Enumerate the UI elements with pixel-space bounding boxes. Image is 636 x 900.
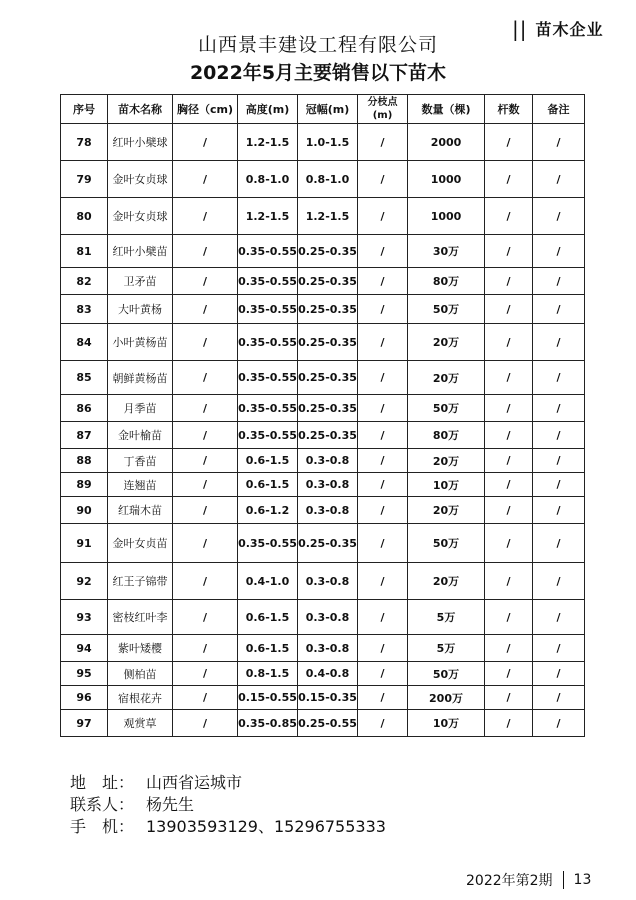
column-header: 冠幅(m) [298,95,358,124]
cell-crown: 0.25-0.35 [298,361,358,395]
cell-crown: 0.25-0.35 [298,422,358,449]
cell-id: 90 [61,497,108,524]
cell-branch: / [358,635,408,662]
cell-dbh: / [173,524,238,563]
cell-branch: / [358,361,408,395]
cell-id: 79 [61,161,108,198]
cell-name: 金叶女贞苗 [108,524,173,563]
cell-stems: / [485,161,533,198]
cell-note: / [533,635,585,662]
table-row [61,473,585,497]
cell-id: 88 [61,449,108,473]
cell-crown: 0.15-0.35 [298,686,358,710]
cell-stems: / [485,449,533,473]
cell-stems: / [485,324,533,361]
cell-name: 密枝红叶李 [108,600,173,635]
cell-id: 89 [61,473,108,497]
cell-id: 93 [61,600,108,635]
cell-dbh: / [173,662,238,686]
cell-stems: / [485,635,533,662]
column-header: 序号 [61,95,108,124]
cell-crown: 0.3-0.8 [298,563,358,600]
cell-name: 红叶小檗苗 [108,235,173,268]
cell-branch: / [358,600,408,635]
cell-note: / [533,497,585,524]
badge-bars: || [512,16,528,41]
phone-row [70,816,386,838]
cell-quantity: 50万 [408,524,485,563]
cell-height: 1.2-1.5 [238,198,298,235]
issue-label: 2022年第2期 [466,873,553,889]
cell-stems: / [485,600,533,635]
cell-name: 大叶黄杨 [108,295,173,324]
cell-quantity: 10万 [408,473,485,497]
cell-id: 81 [61,235,108,268]
cell-height: 0.35-0.55 [238,361,298,395]
cell-dbh: / [173,161,238,198]
cell-stems: / [485,710,533,737]
cell-height: 0.6-1.5 [238,449,298,473]
cell-name: 金叶女贞球 [108,198,173,235]
cell-note: / [533,395,585,422]
column-header: 杆数 [485,95,533,124]
cell-dbh: / [173,563,238,600]
cell-branch: / [358,473,408,497]
table-row [61,161,585,198]
cell-name: 宿根花卉 [108,686,173,710]
cell-height: 0.15-0.55 [238,686,298,710]
cell-height: 0.8-1.5 [238,662,298,686]
cell-quantity: 30万 [408,235,485,268]
cell-height: 1.2-1.5 [238,124,298,161]
cell-quantity: 50万 [408,662,485,686]
table-row [61,268,585,295]
contact-person-value: 杨先生 [146,795,195,814]
cell-dbh: / [173,268,238,295]
column-header: 胸径（cm) [173,95,238,124]
cell-dbh: / [173,473,238,497]
cell-branch: / [358,686,408,710]
cell-quantity: 80万 [408,422,485,449]
cell-id: 96 [61,686,108,710]
cell-branch: / [358,422,408,449]
cell-id: 86 [61,395,108,422]
cell-stems: / [485,124,533,161]
cell-id: 97 [61,710,108,737]
cell-quantity: 200万 [408,686,485,710]
cell-crown: 1.0-1.5 [298,124,358,161]
cell-crown: 0.4-0.8 [298,662,358,686]
cell-name: 丁香苗 [108,449,173,473]
cell-quantity: 20万 [408,563,485,600]
cell-stems: / [485,662,533,686]
cell-crown: 0.8-1.0 [298,161,358,198]
cell-id: 82 [61,268,108,295]
footer-divider [563,871,564,889]
cell-dbh: / [173,449,238,473]
cell-crown: 0.25-0.35 [298,235,358,268]
cell-name: 金叶榆苗 [108,422,173,449]
cell-height: 0.6-1.2 [238,497,298,524]
table-row [61,124,585,161]
table-row [61,563,585,600]
table-row [61,497,585,524]
cell-crown: 0.25-0.35 [298,295,358,324]
address-value: 山西省运城市 [146,773,243,792]
cell-crown: 0.25-0.35 [298,324,358,361]
phone-value: 13903593129、15296755333 [146,817,386,836]
cell-height: 0.6-1.5 [238,473,298,497]
cell-stems: / [485,473,533,497]
cell-branch: / [358,161,408,198]
address-row [70,772,386,794]
cell-name: 小叶黄杨苗 [108,324,173,361]
cell-crown: 1.2-1.5 [298,198,358,235]
cell-height: 0.35-0.55 [238,268,298,295]
cell-dbh: / [173,235,238,268]
cell-stems: / [485,198,533,235]
cell-quantity: 1000 [408,198,485,235]
cell-stems: / [485,235,533,268]
cell-id: 87 [61,422,108,449]
cell-stems: / [485,524,533,563]
cell-note: / [533,449,585,473]
table-header-row [61,95,585,124]
table-row [61,324,585,361]
cell-height: 0.35-0.55 [238,422,298,449]
cell-quantity: 50万 [408,395,485,422]
cell-height: 0.35-0.55 [238,524,298,563]
cell-dbh: / [173,295,238,324]
cell-height: 0.35-0.85 [238,710,298,737]
cell-quantity: 20万 [408,361,485,395]
page-number: 13 [573,872,592,888]
cell-note: / [533,473,585,497]
table-row [61,422,585,449]
cell-id: 80 [61,198,108,235]
cell-note: / [533,422,585,449]
page-footer [466,870,591,890]
contact-person-row [70,794,386,816]
cell-id: 92 [61,563,108,600]
cell-note: / [533,268,585,295]
cell-dbh: / [173,422,238,449]
cell-id: 85 [61,361,108,395]
cell-dbh: / [173,361,238,395]
badge-label: 苗木企业 [535,20,604,39]
cell-quantity: 1000 [408,161,485,198]
cell-height: 0.35-0.55 [238,324,298,361]
cell-quantity: 20万 [408,497,485,524]
cell-branch: / [358,497,408,524]
cell-note: / [533,161,585,198]
cell-quantity: 20万 [408,324,485,361]
cell-height: 0.4-1.0 [238,563,298,600]
cell-crown: 0.25-0.35 [298,395,358,422]
cell-name: 红叶小檗球 [108,124,173,161]
contact-block [70,772,386,838]
cell-quantity: 20万 [408,449,485,473]
document-subtitle: 2022年5月主要销售以下苗木 [189,62,447,84]
cell-note: / [533,600,585,635]
phone-label: 手 机： [70,817,135,836]
cell-name: 金叶女贞球 [108,161,173,198]
cell-note: / [533,295,585,324]
cell-note: / [533,710,585,737]
cell-crown: 0.3-0.8 [298,600,358,635]
cell-dbh: / [173,710,238,737]
cell-branch: / [358,563,408,600]
cell-note: / [533,662,585,686]
cell-height: 0.35-0.55 [238,395,298,422]
cell-quantity: 5万 [408,635,485,662]
cell-stems: / [485,422,533,449]
cell-quantity: 50万 [408,295,485,324]
cell-crown: 0.3-0.8 [298,635,358,662]
cell-name: 朝鲜黄杨苗 [108,361,173,395]
cell-height: 0.35-0.55 [238,295,298,324]
cell-name: 卫矛苗 [108,268,173,295]
cell-crown: 0.3-0.8 [298,497,358,524]
contact-person-label: 联系人： [70,795,135,814]
cell-crown: 0.3-0.8 [298,449,358,473]
cell-name: 侧柏苗 [108,662,173,686]
cell-branch: / [358,662,408,686]
cell-note: / [533,198,585,235]
cell-id: 95 [61,662,108,686]
cell-stems: / [485,395,533,422]
cell-stems: / [485,268,533,295]
cell-stems: / [485,686,533,710]
table-row [61,686,585,710]
table-row [61,635,585,662]
cell-crown: 0.3-0.8 [298,473,358,497]
column-header: 备注 [533,95,585,124]
cell-branch: / [358,395,408,422]
cell-note: / [533,324,585,361]
cell-name: 连翘苗 [108,473,173,497]
table-row [61,395,585,422]
cell-note: / [533,524,585,563]
cell-name: 观赏草 [108,710,173,737]
cell-dbh: / [173,686,238,710]
cell-crown: 0.25-0.35 [298,524,358,563]
column-header: 苗木名称 [108,95,173,124]
cell-dbh: / [173,497,238,524]
cell-branch: / [358,268,408,295]
cell-stems: / [485,563,533,600]
table-row [61,198,585,235]
table-row [61,710,585,737]
cell-quantity: 2000 [408,124,485,161]
cell-stems: / [485,295,533,324]
company-title: 山西景丰建设工程有限公司 [197,34,438,56]
cell-crown: 0.25-0.35 [298,268,358,295]
cell-id: 91 [61,524,108,563]
cell-dbh: / [173,198,238,235]
cell-id: 78 [61,124,108,161]
cell-name: 红王子锦带 [108,563,173,600]
cell-height: 0.6-1.5 [238,600,298,635]
cell-branch: / [358,124,408,161]
table-row [61,662,585,686]
cell-branch: / [358,524,408,563]
table-row [61,295,585,324]
cell-branch: / [358,235,408,268]
cell-note: / [533,686,585,710]
cell-name: 红瑞木苗 [108,497,173,524]
address-label: 地 址： [70,773,135,792]
cell-note: / [533,235,585,268]
table-row [61,449,585,473]
cell-crown: 0.25-0.55 [298,710,358,737]
column-header: 高度(m) [238,95,298,124]
cell-height: 0.35-0.55 [238,235,298,268]
cell-quantity: 5万 [408,600,485,635]
cell-name: 紫叶矮樱 [108,635,173,662]
cell-note: / [533,563,585,600]
table-row [61,361,585,395]
cell-note: / [533,361,585,395]
cell-id: 94 [61,635,108,662]
cell-name: 月季苗 [108,395,173,422]
cell-dbh: / [173,395,238,422]
cell-dbh: / [173,635,238,662]
table-row [61,600,585,635]
cell-branch: / [358,324,408,361]
cell-dbh: / [173,124,238,161]
cell-stems: / [485,497,533,524]
cell-stems: / [485,361,533,395]
seedling-table [60,94,585,737]
cell-height: 0.8-1.0 [238,161,298,198]
column-header: 数量（棵) [408,95,485,124]
cell-quantity: 10万 [408,710,485,737]
cell-height: 0.6-1.5 [238,635,298,662]
cell-dbh: / [173,600,238,635]
table-row [61,235,585,268]
cell-quantity: 80万 [408,268,485,295]
cell-note: / [533,124,585,161]
cell-branch: / [358,295,408,324]
cell-id: 83 [61,295,108,324]
table-row [61,524,585,563]
column-header: 分枝点(m) [358,95,408,124]
cell-branch: / [358,449,408,473]
cell-branch: / [358,710,408,737]
cell-dbh: / [173,324,238,361]
cell-id: 84 [61,324,108,361]
cell-branch: / [358,198,408,235]
